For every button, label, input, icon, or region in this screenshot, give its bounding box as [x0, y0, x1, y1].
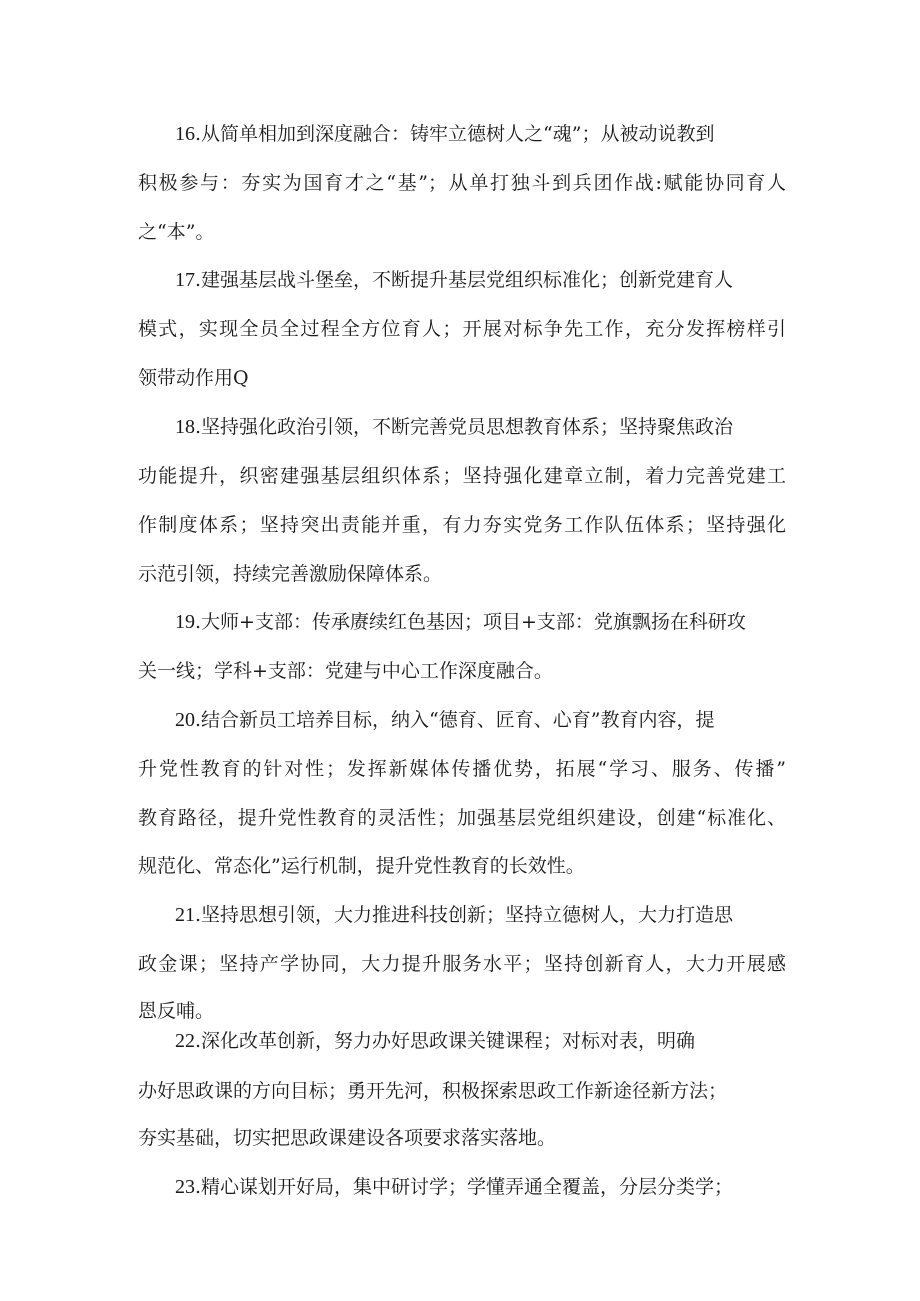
item-20-line-4: 规范化、常态化”运行机制，提升党性教育的长效性。	[138, 855, 585, 877]
item-number: 23	[175, 1176, 195, 1198]
item-number: 19	[175, 611, 195, 633]
item-18-line-2: 功能提升，织密建强基层组织体系；坚持强化建章立制，着力完善党建工	[138, 465, 786, 487]
item-20-line-1: 20.结合新员工培养目标，纳入“德育、匠育、心育”教育内容，提	[175, 709, 715, 731]
item-number: 20	[175, 709, 195, 731]
item-21-line-3: 恩反哺。	[138, 1000, 215, 1022]
item-18-line-4: 示范引领，持续完善激励保障体系。	[138, 563, 443, 585]
item-20-line-2: 升党性教育的针对性；发挥新媒体传播优势，拓展“学习、服务、传播”	[138, 758, 786, 780]
item-16-line-3: 之“本”。	[138, 221, 215, 243]
item-19-line-1: 19.大师+支部：传承赓续红色基因；项目+支部：党旗飘扬在科研攻	[175, 611, 746, 633]
item-number: 18	[175, 416, 195, 438]
item-17-line-2: 模式，实现全员全过程全方位育人；开展对标争先工作，充分发挥榜样引	[138, 318, 786, 340]
item-18-line-1: 18.坚持强化政治引领，不断完善党员思想教育体系；坚持聚焦政治	[175, 416, 734, 438]
item-18-line-3: 作制度体系；坚持突出责能并重，有力夯实党务工作队伍体系；坚持强化	[138, 514, 786, 536]
item-22-line-2: 办好思政课的方向目标；勇开先河，积极探索思政工作新途径新方法；	[138, 1080, 728, 1102]
item-23-line-1: 23.精心谋划开好局，集中研讨学；学懂弄通全覆盖，分层分类学；	[175, 1176, 734, 1198]
item-22-line-1: 22.深化改革创新，努力办好思政课关键课程；对标对表，明确	[175, 1030, 696, 1052]
item-16-line-2: 积极参与：夯实为国育才之“基”；从单打独斗到兵团作战:赋能协同育人	[138, 172, 786, 194]
item-number: 16	[175, 123, 195, 145]
item-19-line-2: 关一线；学科+支部：党建与中心工作深度融合。	[138, 660, 553, 682]
item-21-line-1: 21.坚持思想引领，大力推进科技创新；坚持立德树人，大力打造思	[175, 904, 734, 926]
item-17-line-1: 17.建强基层战斗堡垒，不断提升基层党组织标准化；创新党建育人	[175, 269, 734, 291]
item-17-line-3: 领带动作用Q	[138, 367, 249, 389]
item-number: 22	[175, 1030, 195, 1052]
item-16-line-1: 16.从简单相加到深度融合：铸牢立德树人之“魂”；从被动说教到	[175, 123, 715, 145]
item-21-line-2: 政金课；坚持产学协同，大力提升服务水平；坚持创新育人，大力开展感	[138, 953, 786, 975]
item-20-line-3: 教育路径，提升党性教育的灵活性；加强基层党组织建设，创建“标准化、	[138, 807, 786, 829]
item-number: 21	[175, 904, 195, 926]
item-22-line-3: 夯实基础，切实把思政课建设各项要求落实落地。	[138, 1127, 557, 1149]
item-number: 17	[175, 269, 195, 291]
